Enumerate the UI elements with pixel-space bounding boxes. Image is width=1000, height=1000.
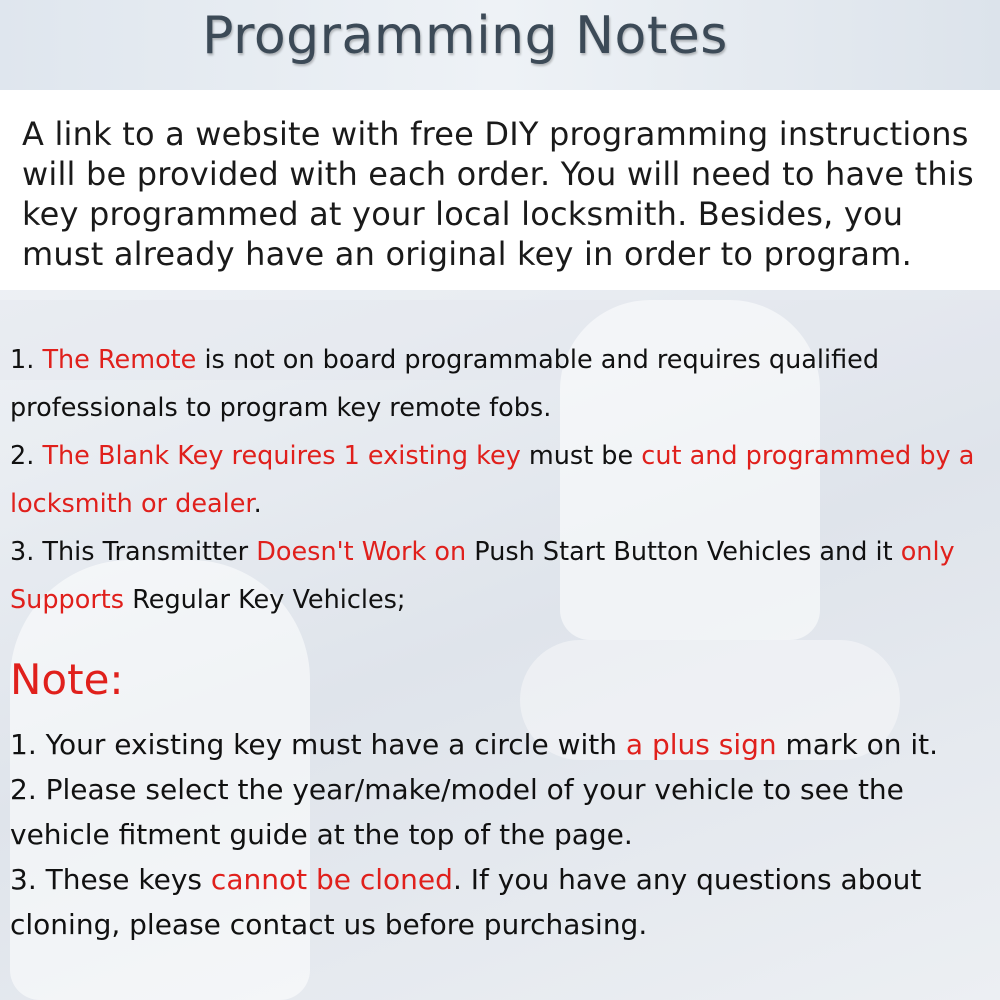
- highlight-text: cannot be cloned: [210, 863, 453, 896]
- note-item-3: 3. These keys cannot be cloned. If you have any questions about cloning, please contact us before purchasing.: [10, 863, 922, 941]
- list-item-2: 2. The Blank Key requires 1 existing key must be cut and programmed by a locksmith or dealer.: [10, 441, 975, 519]
- list-item-3: 3. This Transmitter Doesn't Work on Push Start Button Vehicles and it only Supports Regular Key Vehicles;: [10, 537, 955, 615]
- highlight-text: Doesn't Work on: [256, 537, 467, 567]
- highlight-text: a plus sign: [625, 728, 777, 761]
- page-title: Programming Notes: [202, 6, 728, 66]
- highlight-text: cut and programmed by a locksmith or dealer: [10, 441, 975, 519]
- instruction-list: [10, 336, 985, 624]
- note-item-1: 1. Your existing key must have a circle with a plus sign mark on it.: [10, 728, 939, 761]
- highlight-text: The Blank Key requires 1 existing key: [42, 441, 521, 471]
- note-item-2: 2. Please select the year/make/model of your vehicle to see the vehicle fitment guide at the top of the page.: [10, 773, 904, 851]
- note-list: [10, 722, 990, 947]
- intro-text: A link to a website with free DIY programming instructions will be provided with each order. You will need to have this key programmed at your local locksmith. Besides, you must already have an original key in order to program.: [22, 115, 974, 273]
- highlight-text: The Remote: [42, 345, 197, 375]
- note-heading: Note:: [10, 655, 124, 704]
- list-item-1: 1. The Remote is not on board programmable and requires qualified professionals to program key remote fobs.: [10, 345, 880, 423]
- highlight-text: only Supports: [10, 537, 955, 615]
